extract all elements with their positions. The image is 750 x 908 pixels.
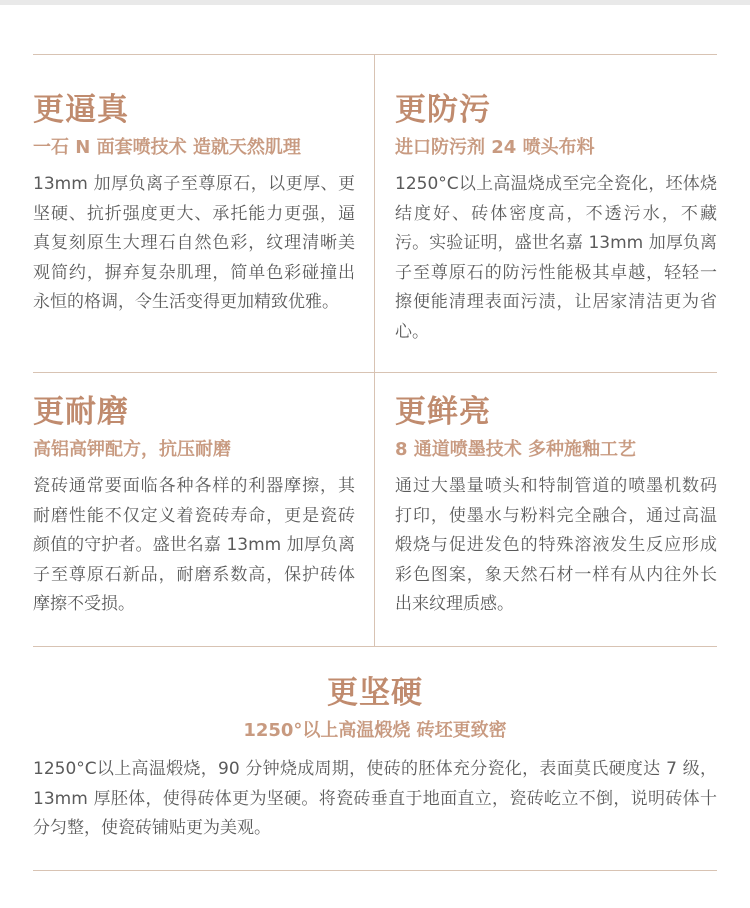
feature-card-realistic — [33, 92, 355, 318]
feature-title: 更耐磨 — [33, 394, 129, 430]
feature-card-hard — [33, 675, 717, 844]
feature-card-wear-resistant — [33, 394, 355, 620]
divider-line — [33, 54, 717, 55]
divider-line — [33, 646, 717, 647]
feature-title: 更防污 — [395, 92, 491, 128]
feature-card-stain-resistant — [395, 92, 717, 347]
column-divider — [374, 54, 375, 646]
feature-card-vivid — [395, 394, 717, 620]
feature-description: 1250°C以上高温烧成至完全瓷化，坯体烧结度好、砖体密度高，不透污水，不藏污。实验证明，盛世名嘉 13mm 加厚负离子至尊原石的防污性能极其卓越，轻轻一擦便能清理表面污渍，让居家清洁更为省心。 — [395, 174, 717, 342]
feature-subtitle: 进口防污剂 24 喷头布料 — [395, 137, 595, 158]
feature-description: 13mm 加厚负离子至尊原石，以更厚、更坚硬、抗折强度更大、承托能力更强，逼真复刻原生大理石自然色彩，纹理清晰美观简约，摒弃复杂肌理，简单色彩碰撞出永恒的格调，令生活变得更加精致优雅。 — [33, 174, 355, 312]
feature-subtitle: 高铝高钾配方，抗压耐磨 — [33, 439, 231, 460]
divider-line — [33, 372, 717, 373]
divider-line — [33, 870, 717, 871]
feature-description: 通过大墨量喷头和特制管道的喷墨机数码打印，使墨水与粉料完全融合，通过高温煅烧与促进发色的特殊溶液发生反应形成彩色图案，象天然石材一样有从内往外长出来纹理质感。 — [395, 476, 717, 614]
feature-description: 1250°C以上高温煅烧，90 分钟烧成周期，使砖的胚体充分瓷化，表面莫氏硬度达 7 级，13mm 厚胚体，使得砖体更为坚硬。将瓷砖垂直于地面直立，瓷砖屹立不倒，说明砖体十分匀整，使瓷砖铺贴更为美观。 — [33, 759, 717, 838]
feature-description: 瓷砖通常要面临各种各样的利器摩擦，其耐磨性能不仅定义着瓷砖寿命，更是瓷砖颜值的守护者。盛世名嘉 13mm 加厚负离子至尊原石新品，耐磨系数高，保护砖体摩擦不受损。 — [33, 476, 355, 614]
feature-subtitle: 8 通道喷墨技术 多种施釉工艺 — [395, 439, 637, 460]
feature-subtitle: 1250°以上高温煅烧 砖坯更致密 — [243, 720, 507, 741]
feature-subtitle: 一石 N 面套喷技术 造就天然肌理 — [33, 137, 301, 158]
feature-title: 更坚硬 — [327, 675, 423, 711]
top-divider-bar — [0, 0, 750, 5]
feature-title: 更逼真 — [33, 92, 129, 128]
feature-title: 更鲜亮 — [395, 394, 491, 430]
